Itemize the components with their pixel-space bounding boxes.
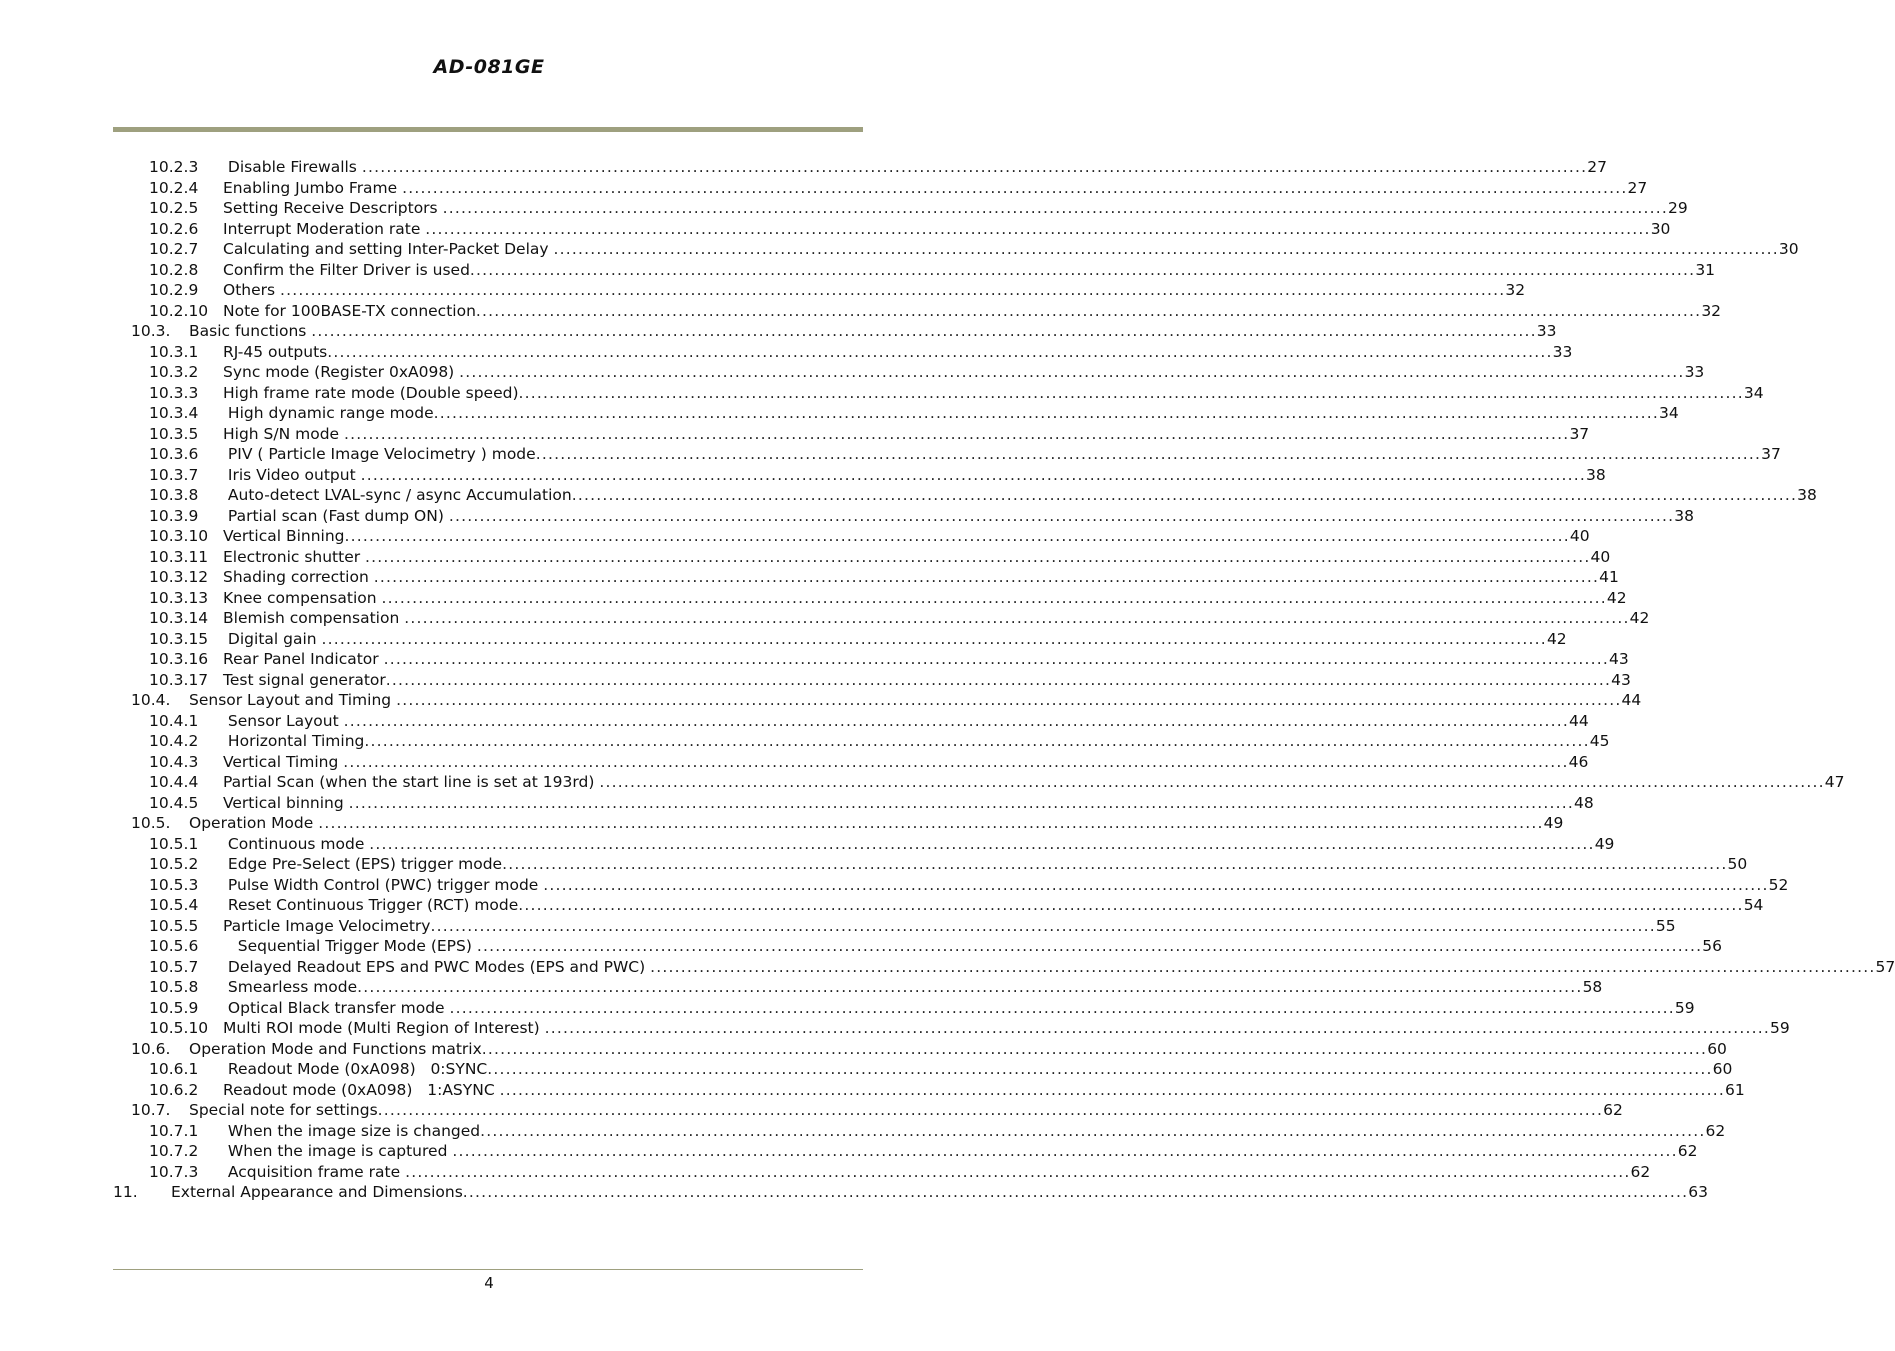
toc-entry-number: 10.5.5: [149, 916, 199, 935]
toc-entry-page: 43: [1611, 670, 1631, 689]
toc-entry-number: 10.6.2: [149, 1080, 199, 1099]
toc-entry[interactable]: [149, 403, 1679, 423]
toc-entry-page: 48: [1574, 793, 1594, 812]
toc-entry-page: 55: [1655, 916, 1676, 935]
toc-entry-number: 10.6.1: [149, 1060, 199, 1078]
toc-entry[interactable]: [131, 813, 1564, 833]
toc-entry[interactable]: [149, 895, 1764, 915]
toc-entry-title: High dynamic range mode: [223, 404, 434, 422]
toc-dot-leader: ........................................................................................................................................................................................................: [469, 260, 1696, 279]
toc-entry[interactable]: [149, 752, 1589, 772]
toc-entry[interactable]: [149, 711, 1589, 731]
toc-entry-page: 54: [1743, 896, 1764, 914]
toc-entry-page: 30: [1650, 219, 1671, 238]
toc-dot-leader: ........................................................................................................................................................................................................: [571, 486, 1798, 504]
toc-entry-page: 42: [1629, 609, 1650, 627]
toc-entry-number: 10.3.13: [149, 588, 209, 607]
toc-entry-page: 38: [1586, 465, 1606, 484]
toc-entry[interactable]: [149, 998, 1695, 1018]
toc-dot-leader: ........................................................................................................................................................................................................: [459, 363, 1685, 381]
toc-entry-page: 47: [1824, 773, 1845, 791]
toc-entry-title: Continuous mode: [223, 834, 370, 853]
toc-entry[interactable]: [149, 526, 1590, 546]
toc-entry-title: Vertical Binning: [223, 527, 345, 545]
toc-dot-leader: ........................................................................................................................................................................................................: [383, 650, 1609, 668]
toc-dot-leader: ........................................................................................................................................................................................................: [462, 1183, 1689, 1201]
toc-entry-title: Pulse Width Control (PWC) trigger mode: [223, 875, 544, 894]
toc-entry[interactable]: [131, 1039, 1727, 1059]
toc-entry-title: Partial Scan (when the start line is set at 193rd): [223, 773, 600, 791]
toc-entry-title: Optical Black transfer mode: [223, 998, 450, 1017]
toc-entry-page: 32: [1505, 281, 1526, 299]
toc-entry[interactable]: [149, 383, 1764, 403]
header-divider: [113, 127, 863, 132]
toc-entry-title: High S/N mode: [223, 424, 345, 443]
toc-dot-leader: ........................................................................................................................................................................................................: [402, 178, 1628, 197]
toc-entry-page: 62: [1603, 1101, 1623, 1119]
toc-entry-number: 10.4.4: [149, 773, 199, 791]
toc-entry-page: 38: [1674, 506, 1694, 525]
toc-entry-number: 10.2.5: [149, 199, 199, 217]
toc-entry[interactable]: [149, 588, 1627, 608]
toc-entry-number: 10.4.5: [149, 793, 199, 812]
toc-dot-leader: ........................................................................................................................................................................................................: [364, 732, 1590, 750]
toc-entry-title: Iris Video output: [223, 465, 361, 484]
toc-entry-page: 43: [1608, 650, 1629, 668]
toc-entry-title: Sensor Layout: [223, 711, 344, 730]
toc-entry-page: 32: [1701, 301, 1722, 320]
toc-entry[interactable]: [149, 219, 1671, 239]
toc-entry-number: 10.3.9: [149, 506, 199, 525]
toc-dot-leader: ........................................................................................................................................................................................................: [361, 158, 1588, 176]
toc-entry-title: Rear Panel Indicator: [223, 650, 384, 668]
toc-dot-leader: ........................................................................................................................................................................................................: [442, 199, 1668, 217]
toc-entry-page: 40: [1569, 527, 1590, 545]
toc-dot-leader: ........................................................................................................................................................................................................: [448, 506, 1675, 525]
toc-entry[interactable]: [149, 362, 1705, 382]
toc-entry-title: Operation Mode: [189, 814, 319, 832]
toc-entry-page: 44: [1569, 711, 1589, 730]
toc-dot-leader: ........................................................................................................................................................................................................: [650, 957, 1876, 976]
toc-dot-leader: ........................................................................................................................................................................................................: [311, 322, 1537, 340]
toc-dot-leader: ........................................................................................................................................................................................................: [452, 1142, 1678, 1160]
toc-entry-title: When the image is captured: [223, 1142, 453, 1160]
toc-entry-number: 10.5.: [131, 814, 171, 832]
toc-entry-title: Particle Image Velocimetry: [223, 916, 431, 935]
toc-entry-page: 62: [1705, 1121, 1726, 1140]
toc-entry-title: Disable Firewalls: [223, 158, 362, 176]
toc-entry-number: 10.5.8: [149, 978, 199, 996]
toc-entry-page: 57: [1875, 957, 1895, 976]
toc-dot-leader: ........................................................................................................................................................................................................: [377, 1101, 1604, 1119]
toc-entry-title: Readout mode (0xA098) 1:ASYNC: [223, 1080, 500, 1099]
toc-dot-leader: ........................................................................................................................................................................................................: [343, 752, 1569, 771]
toc-entry-page: 62: [1630, 1162, 1651, 1181]
toc-entry-title: When the image size is changed: [223, 1121, 481, 1140]
toc-entry[interactable]: [149, 1018, 1790, 1038]
toc-entry-title: Horizontal Timing: [223, 732, 365, 750]
toc-entry-title: Smearless mode: [223, 978, 358, 996]
toc-dot-leader: ........................................................................................................................................................................................................: [344, 424, 1570, 443]
toc-entry-number: 10.3.8: [149, 486, 199, 504]
toc-entry-page: 49: [1594, 834, 1615, 853]
toc-entry-number: 10.5.2: [149, 855, 199, 873]
toc-entry-number: 10.3.6: [149, 445, 199, 463]
toc-entry-number: 10.5.4: [149, 896, 199, 914]
toc-entry-number: 10.5.7: [149, 957, 199, 976]
toc-dot-leader: ........................................................................................................................................................................................................: [518, 896, 1744, 914]
toc-entry[interactable]: [149, 608, 1650, 628]
toc-dot-leader: ........................................................................................................................................................................................................: [544, 1019, 1770, 1037]
toc-entry[interactable]: [149, 485, 1817, 505]
toc-dot-leader: ........................................................................................................................................................................................................: [327, 342, 1553, 361]
toc-dot-leader: ........................................................................................................................................................................................................: [343, 711, 1570, 730]
toc-entry-page: 61: [1724, 1080, 1745, 1099]
toc-entry[interactable]: [149, 1162, 1651, 1182]
toc-entry-number: 10.2.4: [149, 178, 199, 197]
toc-dot-leader: ........................................................................................................................................................................................................: [344, 527, 1570, 545]
toc-entry-number: 10.5.3: [149, 875, 199, 894]
toc-entry-page: 33: [1684, 363, 1705, 381]
toc-entry-page: 58: [1582, 978, 1603, 996]
toc-entry[interactable]: [149, 424, 1590, 444]
toc-entry-title: Operation Mode and Functions matrix: [189, 1039, 482, 1058]
toc-entry-title: Enabling Jumbo Frame: [223, 178, 403, 197]
toc-entry-page: 40: [1590, 547, 1611, 566]
toc-entry-page: 46: [1568, 752, 1589, 771]
toc-dot-leader: ........................................................................................................................................................................................................: [357, 978, 1583, 996]
toc-entry-number: 10.4.3: [149, 752, 199, 771]
toc-dot-leader: ........................................................................................................................................................................................................: [369, 834, 1595, 853]
toc-entry[interactable]: [149, 506, 1694, 526]
toc-entry[interactable]: [149, 936, 1722, 956]
toc-entry-number: 10.2.10: [149, 301, 209, 320]
toc-entry-title: Blemish compensation: [223, 609, 405, 627]
toc-entry[interactable]: [149, 567, 1619, 587]
toc-entry-number: 10.7.3: [149, 1162, 199, 1181]
toc-entry-title: Digital gain: [223, 629, 322, 648]
toc-entry[interactable]: [149, 1141, 1698, 1161]
toc-entry[interactable]: [149, 670, 1631, 690]
toc-entry-number: 11.: [113, 1183, 138, 1201]
toc-entry-page: 38: [1797, 486, 1817, 504]
toc-entry-page: 42: [1606, 588, 1627, 607]
toc-entry-page: 44: [1621, 691, 1642, 709]
toc-entry-number: 10.3.5: [149, 424, 199, 443]
toc-dot-leader: ........................................................................................................................................................................................................: [373, 568, 1600, 586]
toc-dot-leader: ........................................................................................................................................................................................................: [480, 1121, 1706, 1140]
toc-dot-leader: ........................................................................................................................................................................................................: [430, 916, 1656, 935]
toc-dot-leader: ........................................................................................................................................................................................................: [475, 301, 1702, 320]
toc-entry-title: Others: [223, 281, 281, 299]
toc-entry[interactable]: [149, 444, 1781, 464]
toc-entry-page: 63: [1688, 1183, 1708, 1201]
toc-entry-number: 10.7.: [131, 1101, 171, 1119]
toc-entry-title: Vertical Timing: [223, 752, 344, 771]
toc-dot-leader: ........................................................................................................................................................................................................: [365, 547, 1591, 566]
toc-entry[interactable]: [149, 301, 1722, 321]
page-number: 4: [484, 1274, 494, 1292]
toc-entry-page: 41: [1599, 568, 1619, 586]
toc-entry-number: 10.5.1: [149, 834, 199, 853]
toc-dot-leader: ........................................................................................................................................................................................................: [481, 1039, 1708, 1058]
toc-dot-leader: ........................................................................................................................................................................................................: [518, 383, 1744, 402]
toc-entry-title: Confirm the Filter Driver is used: [223, 260, 470, 279]
toc-entry-number: 10.3.: [131, 322, 171, 340]
toc-entry-page: 31: [1695, 260, 1716, 279]
toc-entry-page: 34: [1743, 383, 1764, 402]
toc-entry[interactable]: [149, 875, 1789, 895]
toc-entry-title: Calculating and setting Inter-Packet Delay: [223, 240, 554, 258]
toc-entry-title: Sequential Trigger Mode (EPS): [223, 937, 477, 955]
toc-dot-leader: ........................................................................................................................................................................................................: [404, 609, 1630, 627]
toc-dot-leader: ........................................................................................................................................................................................................: [476, 937, 1703, 955]
toc-dot-leader: ........................................................................................................................................................................................................: [381, 588, 1607, 607]
toc-entry[interactable]: [149, 157, 1607, 177]
toc-entry-number: 10.3.7: [149, 465, 199, 484]
toc-entry[interactable]: [149, 957, 1895, 977]
toc-entry-number: 10.3.11: [149, 547, 209, 566]
toc-entry[interactable]: [149, 1059, 1733, 1079]
toc-entry-page: 33: [1552, 342, 1573, 361]
toc-entry-page: 45: [1589, 732, 1610, 750]
toc-entry[interactable]: [149, 198, 1688, 218]
toc-entry[interactable]: [149, 793, 1594, 813]
toc-entry[interactable]: [113, 1182, 1708, 1202]
toc-entry[interactable]: [149, 342, 1573, 362]
toc-entry[interactable]: [149, 1080, 1745, 1100]
toc-entry-number: 10.5.9: [149, 998, 199, 1017]
toc-entry-number: 10.3.10: [149, 527, 209, 545]
toc-entry-number: 10.7.2: [149, 1142, 199, 1160]
toc-entry-page: 49: [1543, 814, 1564, 832]
toc-entry-title: High frame rate mode (Double speed): [223, 383, 519, 402]
toc-entry-title: External Appearance and Dimensions: [171, 1183, 463, 1201]
toc-dot-leader: ........................................................................................................................................................................................................: [599, 773, 1825, 791]
toc-entry-title: Sync mode (Register 0xA098): [223, 363, 460, 381]
toc-entry-page: 62: [1677, 1142, 1698, 1160]
toc-entry-title: Note for 100BASE-TX connection: [223, 301, 476, 320]
toc-entry-page: 29: [1667, 199, 1688, 217]
toc-entry-number: 10.2.7: [149, 240, 199, 258]
toc-entry-number: 10.2.6: [149, 219, 199, 238]
toc-entry-page: 60: [1707, 1039, 1727, 1058]
toc-dot-leader: ........................................................................................................................................................................................................: [425, 219, 1651, 238]
toc-entry-title: RJ-45 outputs: [223, 342, 328, 361]
toc-entry-title: Knee compensation: [223, 588, 382, 607]
toc-dot-leader: ........................................................................................................................................................................................................: [318, 814, 1544, 832]
toc-entry[interactable]: [131, 690, 1642, 710]
toc-entry-title: Sensor Layout and Timing: [189, 691, 397, 709]
toc-dot-leader: ........................................................................................................................................................................................................: [499, 1080, 1725, 1099]
toc-entry-page: 37: [1761, 445, 1781, 463]
toc-dot-leader: ........................................................................................................................................................................................................: [280, 281, 1506, 299]
toc-dot-leader: ........................................................................................................................................................................................................: [396, 691, 1622, 709]
toc-entry[interactable]: [149, 260, 1716, 280]
toc-entry-title: Electronic shutter: [223, 547, 366, 566]
toc-entry-number: 10.4.: [131, 691, 171, 709]
toc-entry-title: Auto-detect LVAL-sync / async Accumulation: [223, 486, 572, 504]
toc-entry[interactable]: [149, 977, 1603, 997]
toc-entry-title: Reset Continuous Trigger (RCT) mode: [223, 896, 519, 914]
toc-dot-leader: ........................................................................................................................................................................................................: [449, 998, 1675, 1017]
toc-dot-leader: ........................................................................................................................................................................................................: [348, 793, 1575, 812]
toc-entry-page: 59: [1770, 1019, 1790, 1037]
toc-entry-number: 10.3.15: [149, 629, 209, 648]
toc-entry[interactable]: [149, 547, 1611, 567]
toc-dot-leader: ........................................................................................................................................................................................................: [321, 629, 1547, 648]
toc-entry[interactable]: [131, 1100, 1623, 1120]
toc-entry-page: 34: [1659, 404, 1679, 422]
toc-entry-page: 30: [1778, 240, 1799, 258]
footer-divider: [113, 1269, 863, 1270]
toc-entry-number: 10.5.10: [149, 1019, 209, 1037]
toc-entry[interactable]: [131, 321, 1557, 341]
toc-entry[interactable]: [149, 834, 1615, 854]
toc-entry-number: 10.7.1: [149, 1121, 199, 1140]
toc-entry[interactable]: [149, 465, 1606, 485]
toc-entry-page: 27: [1587, 158, 1607, 176]
toc-entry-number: 10.4.1: [149, 711, 199, 730]
toc-entry-number: 10.5.6: [149, 937, 199, 955]
toc-entry[interactable]: [149, 280, 1526, 300]
toc-entry-title: Setting Receive Descriptors: [223, 199, 443, 217]
toc-entry-number: 10.3.3: [149, 383, 199, 402]
toc-entry[interactable]: [149, 1121, 1726, 1141]
toc-entry-page: 52: [1768, 875, 1789, 894]
toc-dot-leader: ........................................................................................................................................................................................................: [502, 855, 1728, 873]
toc-entry-number: 10.3.4: [149, 404, 199, 422]
toc-entry[interactable]: [149, 239, 1799, 259]
toc-entry[interactable]: [149, 854, 1748, 874]
toc-entry-number: 10.3.2: [149, 363, 199, 381]
toc-entry-title: Test signal generator: [223, 670, 386, 689]
toc-entry-title: Interrupt Moderation rate: [223, 219, 426, 238]
toc-entry-number: 10.2.3: [149, 158, 199, 176]
toc-entry-page: 59: [1674, 998, 1695, 1017]
toc-entry-page: 60: [1712, 1060, 1733, 1078]
toc-entry-title: Acquisition frame rate: [223, 1162, 406, 1181]
toc-entry-page: 33: [1536, 322, 1557, 340]
toc-entry-title: PIV ( Particle Image Velocimetry ) mode: [223, 445, 536, 463]
toc-entry-page: 56: [1702, 937, 1722, 955]
toc-entry[interactable]: [149, 629, 1567, 649]
document-title: AD-081GE: [433, 56, 545, 78]
toc-entry-number: 10.6.: [131, 1039, 171, 1058]
toc-entry[interactable]: [149, 178, 1648, 198]
toc-dot-leader: ........................................................................................................................................................................................................: [553, 240, 1779, 258]
toc-entry-number: 10.3.17: [149, 670, 209, 689]
toc-entry-title: Delayed Readout EPS and PWC Modes (EPS and PWC): [223, 957, 651, 976]
toc-entry-number: 10.3.12: [149, 568, 209, 586]
toc-entry[interactable]: [149, 772, 1845, 792]
toc-entry-number: 10.3.14: [149, 609, 209, 627]
toc-dot-leader: ........................................................................................................................................................................................................: [385, 670, 1612, 689]
toc-entry-page: 27: [1627, 178, 1648, 197]
toc-dot-leader: ........................................................................................................................................................................................................: [360, 465, 1586, 484]
toc-entry-number: 10.2.8: [149, 260, 199, 279]
toc-dot-leader: ........................................................................................................................................................................................................: [405, 1162, 1631, 1181]
toc-entry-title: Edge Pre-Select (EPS) trigger mode: [223, 855, 503, 873]
toc-entry-page: 50: [1727, 855, 1748, 873]
toc-dot-leader: ........................................................................................................................................................................................................: [433, 404, 1660, 422]
toc-entry[interactable]: [149, 916, 1676, 936]
toc-dot-leader: ........................................................................................................................................................................................................: [487, 1060, 1713, 1078]
toc-entry-number: 10.3.1: [149, 342, 199, 361]
toc-entry-number: 10.4.2: [149, 732, 199, 750]
toc-entry-number: 10.3.16: [149, 650, 209, 668]
toc-entry-title: Basic functions: [189, 322, 312, 340]
toc-dot-leader: ........................................................................................................................................................................................................: [543, 875, 1769, 894]
toc-entry-title: Special note for settings: [189, 1101, 378, 1119]
toc-entry-title: Multi ROI mode (Multi Region of Interest): [223, 1019, 545, 1037]
toc-entry-page: 37: [1569, 424, 1590, 443]
toc-entry[interactable]: [149, 649, 1629, 669]
toc-entry-title: Shading correction: [223, 568, 374, 586]
toc-entry-number: 10.2.9: [149, 281, 199, 299]
toc-entry-page: 42: [1546, 629, 1567, 648]
toc-entry-title: Readout Mode (0xA098) 0:SYNC: [223, 1060, 488, 1078]
toc-entry-title: Vertical binning: [223, 793, 349, 812]
toc-entry-title: Partial scan (Fast dump ON): [223, 506, 449, 525]
toc-dot-leader: ........................................................................................................................................................................................................: [535, 445, 1762, 463]
toc-entry[interactable]: [149, 731, 1610, 751]
